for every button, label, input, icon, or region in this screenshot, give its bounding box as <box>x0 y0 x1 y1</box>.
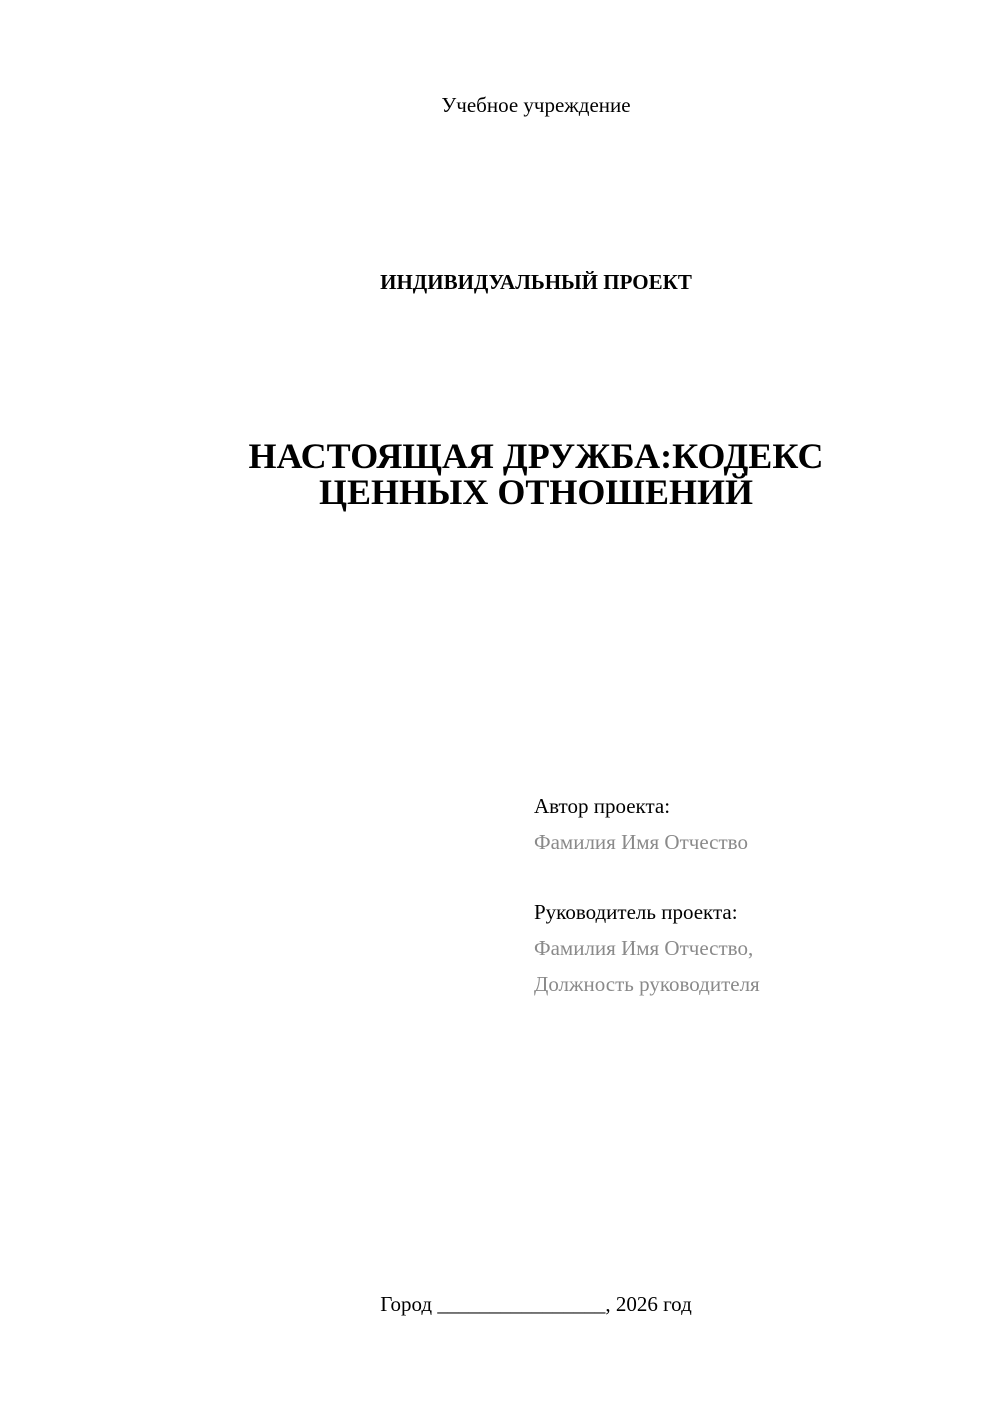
credits-spacer <box>534 860 760 894</box>
project-credits <box>534 788 760 1002</box>
project-title-line-2: ЦЕННЫХ ОТНОШЕНИЙ <box>319 472 753 512</box>
supervisor-name-placeholder: Фамилия Имя Отчество, <box>534 936 754 960</box>
author-label: Автор проекта: <box>534 794 671 818</box>
institution-name: Учебное учреждение <box>441 93 631 117</box>
author-name-placeholder: Фамилия Имя Отчество <box>534 830 748 854</box>
supervisor-position-placeholder: Должность руководителя <box>534 972 760 996</box>
project-type-heading: ИНДИВИДУАЛЬНЫЙ ПРОЕКТ <box>380 270 692 294</box>
project-title-line-1: НАСТОЯЩАЯ ДРУЖБА:КОДЕКС <box>248 436 824 476</box>
supervisor-label: Руководитель проекта: <box>534 900 738 924</box>
city-year-line: Город ________________, 2026 год <box>380 1292 692 1316</box>
project-title <box>0 438 1000 510</box>
